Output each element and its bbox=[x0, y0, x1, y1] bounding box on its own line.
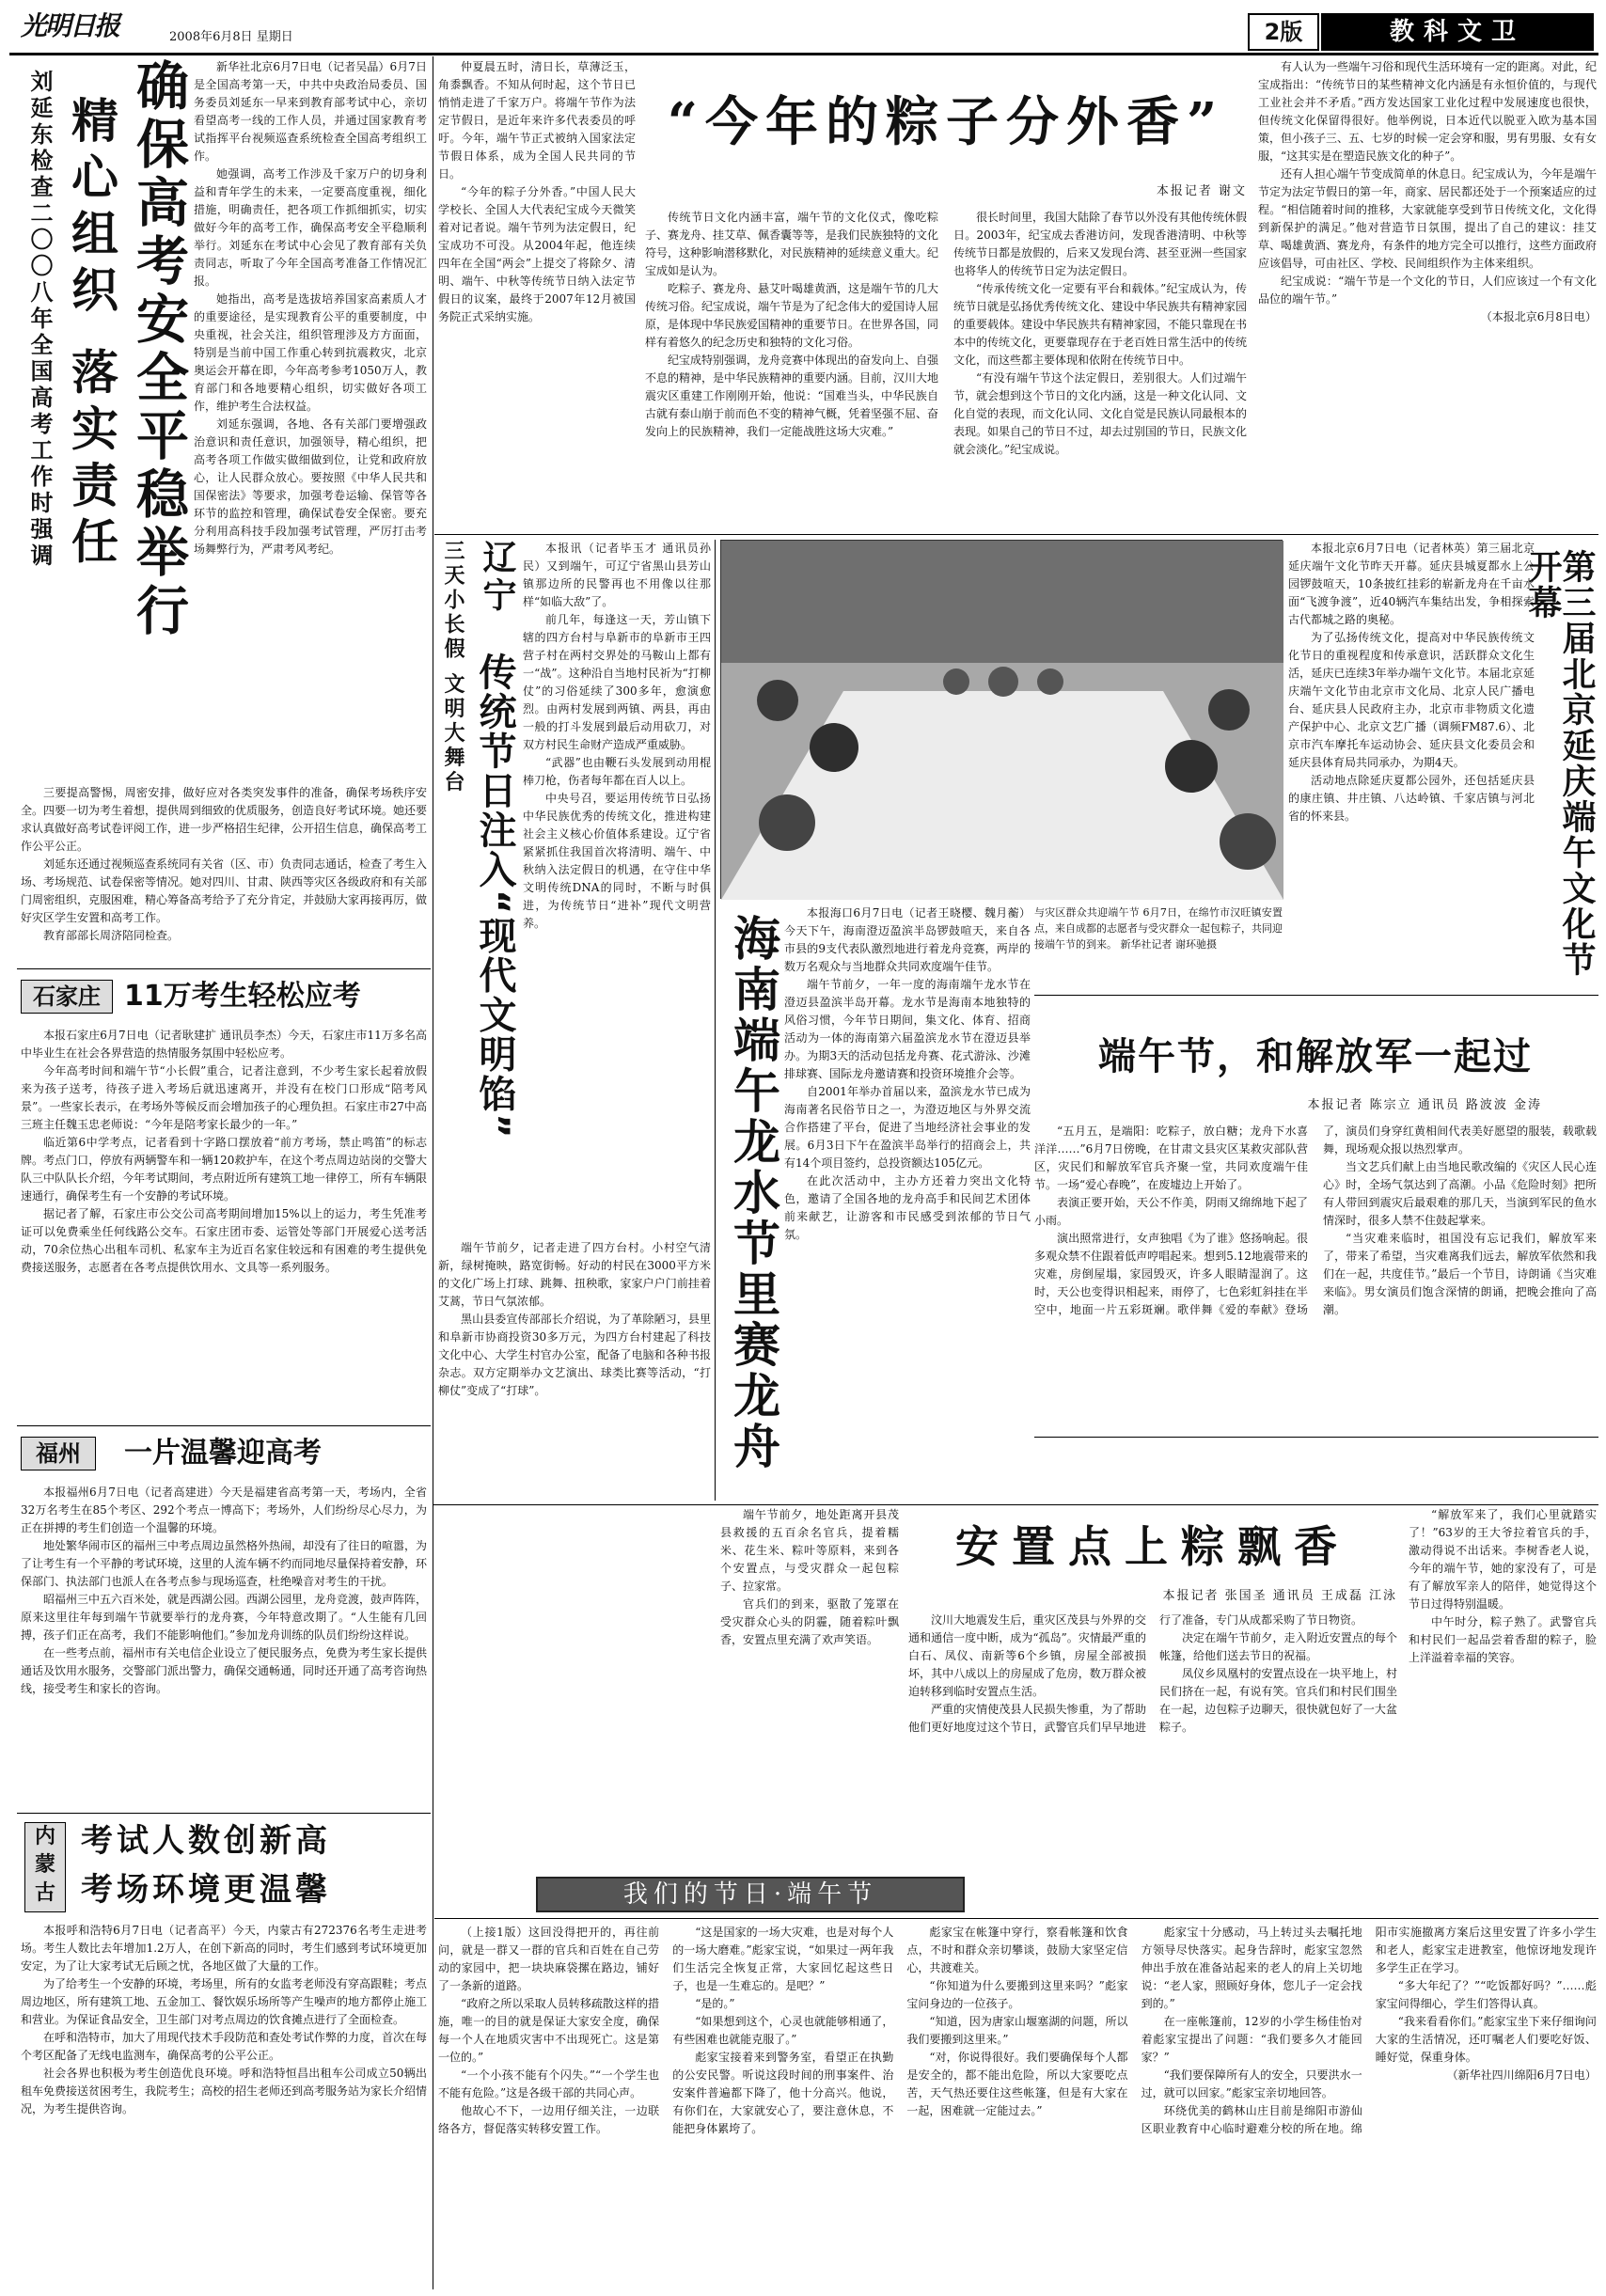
article-paragraph: 黑山县委宣传部部长介绍说，为了革除陋习，县里和阜新市协商投资30多万元，为四方台村建起了科技文化中心、大学生村官办公室，配备了电脑和各种书报杂志。双方定期举办文艺演出、球类比赛等活动，“打柳仗”变成了“打球”。 bbox=[438, 1313, 711, 1397]
article-paragraph: 汶川大地震发生后，重灾区茂县与外界的交通和通信一度中断，成为“孤岛”。灾情最严重的白石、凤仪、南新等6个乡镇，房屋全部被损坏，其中八成以上的房屋成了危房，数万群众被迫转移到临时安置点生活。 bbox=[908, 1613, 1146, 1698]
article-paragraph: “一个小孩不能有个闪失。”“一个学生也不能有危险。”这是各级干部的共同心声。 bbox=[438, 2068, 660, 2099]
article-paragraph: 为了给考生一个安静的环境，考场里，所有的女监考老师没有穿高跟鞋；考点周边地区，所有建筑工地、五金加工、餐饮娱乐场所等产生噪声的地方都停止施工和营业。为保证食品安全，卫生部门对考点周边的饮食摊点进行了全面检查。 bbox=[21, 1977, 428, 2026]
article-paragraph: 在一些考点前，福州市有关电信企业设立了便民服务点，免费为考生家长提供通话及饮用水服务，交警部门派出警力，确保交通畅通，同时还开通了高考咨询热线，接受考生和家长的咨询。 bbox=[21, 1646, 428, 1695]
pla-headline: 端午节，和解放军一起过 bbox=[1098, 1034, 1533, 1078]
article-paragraph: 在一座帐篷前，12岁的小学生杨佳怡对着彪家宝提出了问题：“我们要多久才能回家？” bbox=[1141, 2015, 1362, 2064]
article-paragraph: （上接1版）这回没得把开的，再往前问，就是一群又一群的官兵和百姓在自己劳动的家园中，把一块块麻袋摞在路边，铺好了一条新的道路。 bbox=[438, 1926, 660, 1992]
article-settlement bbox=[720, 1506, 1597, 1869]
hainan-headline: 海南端午龙水节里赛龙舟 bbox=[726, 914, 780, 1472]
article-paragraph: 端午节前夕，一年一度的海南端午龙水节在澄迈县盈滨半岛开幕。龙水节是海南本地独特的风俗习惯，今年节日期间，集文化、体育、招商活动为一体的海南第六届盈滨龙水节在澄迈县举办。为期3天的活动包括龙舟赛、花式游泳、沙滩排球赛、国际龙舟邀请赛和投资环境推介会等。 bbox=[784, 978, 1031, 1080]
article-paragraph: 中央号召，要运用传统节日弘扬中华民族优秀的传统文化，推进构建社会主义核心价值体系建设。辽宁省紧紧抓住我国首次将清明、端午、中秋纳入法定假日的机遇，在守住中华文明传统DNA的同时，不断与时俱进，为传统节日“进补”现代文明营养。 bbox=[523, 792, 711, 930]
lead-dateline: 新华社北京6月7日电（记者吴晶）6月7日是全国高考第一天，中共中央政治局委员、国务委员刘延东一早来到教育部考试中心，亲切看望高考一线的工作人员，并通过国家教育考试指挥平台视频巡查系统检查全国高考组织工作。 bbox=[194, 60, 427, 163]
article-paragraph: “你知道为什么要搬到这里来吗？”彪家宝问身边的一位孩子。 bbox=[906, 1979, 1128, 2010]
article-hainan bbox=[720, 904, 1031, 1501]
mid-page-rule bbox=[433, 1504, 1598, 1505]
article-paragraph: 本报海口6月7日电（记者王晓樱、魏月蘅）今天下午，海南澄迈盈滨半岛锣鼓喧天，来自各市县的9支代表队激烈地进行着龙舟竞赛，两岸的数万名观众与当地群众共同欢度端午佳节。 bbox=[784, 906, 1031, 973]
article-paragraph: 中午时分，粽子熟了。武警官兵和村民们一起品尝着香甜的粽子，脸上洋溢着幸福的笑容。 bbox=[1409, 1615, 1597, 1664]
article-sign: （新华社四川绵阳6月7日电） bbox=[1446, 2068, 1597, 2082]
article-paragraph: 仲夏晨五时，清日长，草薄泛玉，角黍飘香。不知从何时起，这个节日已悄悄走进了千家万户。将端午节作为法定节假日，是近年来许多代表委员的呼吁。今年，端午节正式被纳入国家法定节假日体系，成为全国人民共同的节日。 bbox=[438, 60, 636, 181]
newspaper-logo: 光明日报 bbox=[21, 10, 119, 41]
photo-illustration bbox=[721, 541, 1283, 900]
article-paragraph: 活动地点除延庆夏都公园外，还包括延庆县的康庄镇、井庄镇、八达岭镇、千家店镇与河北省的怀来县。 bbox=[1288, 774, 1535, 823]
article-paragraph: 今年高考时间和端午节“小长假”重合，记者注意到，不少考生家长起着放假来为孩子送考，待孩子进入考场后就迅速离开，并没有在校门口形成“陪考风景”。一些家长表示，在考场外等候反而会增加孩子的心理负担。石家庄市27中高三班主任魏玉忠老师说：“今年是陪考家长最少的一年。” bbox=[21, 1064, 427, 1131]
settlement-col-left bbox=[720, 1506, 899, 1788]
article-liaoning bbox=[438, 540, 711, 1501]
lead-headline-1: 确保高考安全平稳举行 bbox=[128, 58, 189, 641]
article-paragraph: 社会各界也积极为考生创造优良环境。呼和浩特恒昌出租车公司成立50辆出租车免费接送贫困考生，我院考生；高校的招生老师还到高考服务站为家长介绍情况，为考生提供咨询。 bbox=[21, 2067, 428, 2115]
article-continued bbox=[438, 1924, 1597, 2290]
article-paragraph: 彪家宝在帐篷中穿行，察看帐篷和饮食点，不时和群众亲切攀谈，鼓励大家坚定信心，共渡难关。 bbox=[906, 1926, 1128, 1974]
article-paragraph: “对，你说得很好。我们要确保每个人都是安全的，都不能出危险，所以大家要吃点苦，天气热还要住这些帐篷，但是有大家在一起，困难就一定能过去。” bbox=[906, 2051, 1128, 2117]
article-pla bbox=[1034, 1000, 1597, 1433]
article-paragraph: 决定在端午节前夕，走入附近安置点的每个帐篷，给他们送去节日的祝福。 bbox=[1159, 1631, 1397, 1662]
article-paragraph: 环绕优美的鹤林山庄目前是绵阳市游仙区职业教育中心临时避难分校的所在地。绵阳市实施撤离方案后这里安置了许多小学生和老人，彪家宝走进教室，他惊讶地发现许多学生正在学习。 bbox=[1141, 1926, 1597, 2135]
lead-subtitle: 刘延东检查二〇〇八年全国高考工作时强调 bbox=[26, 70, 53, 570]
fuzhou-body bbox=[21, 1484, 427, 1807]
city-tag: 石家庄 bbox=[21, 980, 113, 1014]
lead-text-wide bbox=[21, 784, 427, 999]
article-paragraph: 本报讯（记者毕玉才 通讯员孙民）又到端午，可辽宁省黑山县芳山镇那边所的民警再也不用像以往那样“如临大敌”了。 bbox=[523, 542, 711, 608]
zongzi-headline: “今年的粽子分外香” bbox=[667, 91, 1225, 153]
photo-caption-text: 与灾区群众共迎端午节 6月7日，在绵竹市汉旺镇安置点，来自成都的志愿者与受灾群众一起包粽子，共同迎接端午节的到来。 新华社记者 谢环驰摄 bbox=[1034, 906, 1283, 951]
article-lead bbox=[21, 58, 427, 999]
city-tag: 福州 bbox=[21, 1437, 96, 1470]
photo-caption bbox=[1034, 904, 1283, 989]
zongzi-col-left bbox=[438, 58, 636, 528]
settlement-byline: 本报记者 张国圣 通讯员 王成磊 江泳 bbox=[1162, 1589, 1397, 1603]
article-paragraph: 演出照常进行，女声独唱《为了谁》悠扬响起。很多观众禁不住跟着低声哼唱起来。想到5.12地震带来的灾难，房倒屋塌，家园毁灭，许多人眼睛湿润了。这时，天公也变得识相起来，雨停了，七色彩虹斜挂在半空中，地面一片五彩斑斓。歌伴舞《爱的奉献》登场了，演员们身穿红黄相间代表美好愿望的服装，载歌载舞，现场观众报以热烈掌声。 bbox=[1034, 1124, 1597, 1316]
article-paragraph: “我来看看你们。”彪家宝坐下来仔细询问大家的生活情况，还叮嘱老人们要吃好饭、睡好觉，保重身体。 bbox=[1375, 2015, 1597, 2064]
zongzi-col-mid bbox=[645, 209, 1247, 528]
settlement-col-right bbox=[1409, 1506, 1597, 1869]
article-paragraph: 彪家宝接着来到警务室，看望正在执勤的公安民警。听说这段时间的刑事案件、治安案件普遍都下降了，他十分高兴。他说，有你们在，大家就安心了，要注意休息，不能把身体累垮了。 bbox=[672, 2051, 894, 2135]
dragon-boat-festival-photo bbox=[720, 540, 1283, 899]
section-rule bbox=[17, 968, 431, 969]
article-paragraph: 端午节前夕，记者走进了四方台村。小村空气清新，绿树掩映，路宽街畅。好动的村民在3000平方米的文化广场上打球、跳舞、扭秧歌，家家户户门前挂着艾蒿，节日气氛浓郁。 bbox=[438, 1241, 711, 1308]
article-paragraph: 传统节日文化内涵丰富，端午节的文化仪式，像吃粽子、赛龙舟、挂艾草、佩香囊等等，是我们民族独特的文化符号，这种影响潜移默化，对民族精神的延续意义重大。纪宝成如是认为。 bbox=[645, 211, 939, 277]
article-paragraph: 表演正要开始，天公不作美，阴雨又绵绵地下起了小雨。 bbox=[1034, 1196, 1308, 1227]
article-paragraph: “政府之所以采取人员转移疏散这样的措施，唯一的目的就是保证大家安全度，确保每一个人在地质灾害中不出现死亡。这是第一位的。” bbox=[438, 1997, 660, 2064]
article-paragraph: “武器”也由鞭石头发展到动用棍棒刀枪，伤者每年都在百人以上。 bbox=[523, 756, 711, 787]
article-paragraph: 临近第6中学考点，记者看到十字路口摆放着“前方考场，禁止鸣笛”的标志牌。考点门口，停放有两辆警车和一辆120救护车，在这个考点周边站岗的交警大队三中队队长介绍，今年考试期间，考点附近所有建筑工地一律停工，所有车辆限速通行，确保考生有一个安静的考试环境。 bbox=[21, 1136, 428, 1203]
zongzi-col-right bbox=[1258, 58, 1597, 528]
article-shijiazhuang bbox=[21, 974, 427, 1421]
article-paragraph: 在此次活动中，主办方还着力突出文化特色，邀请了全国各地的龙舟高手和民间艺术团体前来献艺，让游客和市民感受到浓郁的节日气氛。 bbox=[784, 1174, 1031, 1241]
page-number: 2版 bbox=[1248, 13, 1319, 51]
lead-paragraph: 刘延东还通过视频巡查系统同有关省（区、市）负责同志通话，检查了考生入场、考场规范、试卷保密等情况。她对四川、甘肃、陕西等灾区各级政府和有关部门周密组织，克服困难，精心筹备高考给予了充分肯定，并鼓励大家再接再厉，做好灾区学生安置和高考工作。 bbox=[21, 857, 428, 924]
article-paragraph: “当灾难来临时，祖国没有忘记我们，解放军来了，带来了希望，当灾难离我们远去，解放军依然和我们在一起，共度佳节。”最后一个节目，诗朗诵《当灾难来临》。男女演员们饱含深情的朗诵，把晚会推向了高潮。 bbox=[1323, 1232, 1597, 1316]
article-paragraph: “如果想到这个，心灵也就能够相通了，有些困难也就能克服了。” bbox=[672, 2015, 894, 2046]
article-paragraph: 官兵们的到来，驱散了笼罩在受灾群众心头的阴霾，随着粽叶飘香，安置点里充满了欢声笑语。 bbox=[720, 1597, 899, 1646]
article-paragraph: “解放军来了，我们心里就踏实了！”63岁的王大爷拉着官兵的手，激动得说不出话来。李树香老人说，今年的端午节，她的家没有了，可是有了解放军亲人的陪伴，她觉得这个节日过得特别温暖。 bbox=[1409, 1508, 1597, 1611]
article-paragraph: 很长时间里，我国大陆除了春节以外没有其他传统休假日。2003年，纪宝成去香港访问，发现香港清明、中秋等传统节日都是放假的，后来又发现台湾、甚至亚洲一些国家也将华人的传统节日定为法定假日。 bbox=[953, 211, 1248, 277]
article-sign: （本报北京6月8日电） bbox=[1480, 310, 1597, 323]
section-rule bbox=[434, 534, 1598, 535]
region-tag-char: 古 bbox=[34, 1881, 55, 1905]
article-paragraph: “多大年纪了？”“吃饭都好吗？”……彪家宝问得细心，学生们答得认真。 bbox=[1375, 1979, 1597, 2010]
article-paragraph: 有人认为一些端午习俗和现代生活环境有一定的距离。对此，纪宝成指出：“传统节日的某些精神文化内涵是有永恒价值的，与现代工业社会并不矛盾。”西方发达国家工业化过程中发展速度也很快，但传统文化保留得很好。他举例说，日本近代以脱亚入欧为基本国策，但小孩子三、五、七岁的时候一定会穿和服，男有男服、女有女服，“这其实是在塑造民族文化的种子”。 bbox=[1258, 60, 1598, 163]
inner-mongolia-title-2: 考场环境更温馨 bbox=[81, 1871, 331, 1909]
article-paragraph: “今年的粽子分外香。”中国人民大学校长、全国人大代表纪宝成今天微笑着对记者说。端午节列为法定假日，纪宝成功不可没。从2004年起，他连续四年在全国“两会”上提交了将除夕、清明、端午、中秋等传统节日纳入法定节假日的议案，最终于2007年12月被国务院正式采纳实施。 bbox=[438, 185, 636, 323]
liaoning-body-narrow bbox=[523, 540, 711, 1235]
article-paragraph: “是的。” bbox=[695, 1997, 735, 2010]
liaoning-subtitle: 三天小长假 文明大舞台 bbox=[441, 540, 464, 795]
article-paragraph: 在呼和浩特市，加大了用现代技术手段防范和查处考试作弊的力度，首次在每个考区配备了无线电监测车，确保高考的公平公正。 bbox=[21, 2031, 428, 2062]
article-paragraph: 严重的灾情使茂县人民损失惨重，为了帮助他们更好地度过这个节日，武警官兵们早早地进行了准备，专门从成都采购了节日物资。 bbox=[908, 1613, 1363, 1734]
lead-paragraph: 她指出，高考是选拔培养国家高素质人才的重要途径，是实现教育公平的重要制度，中央重视，社会关注，组织管理涉及方方面面，特别是当前中国工作重心转到抗震救灾，北京奥运会开幕在即，今年高考参考1050万人，教育部门和各地要精心组织，切实做好各项工作，维护考生合法权益。 bbox=[194, 292, 427, 413]
article-paragraph: 凤仪乡凤凰村的安置点设在一块平地上，村民们挤在一起，有说有笑。官兵们和村民们围坐在一起，边包粽子边聊天，很快就包好了一大盆粽子。 bbox=[1159, 1667, 1397, 1734]
article-paragraph: “五月五，是端阳：吃粽子，放白糖；龙舟下水喜洋洋……”6月7日傍晚，在甘肃文县灾区某救灾部队营区，灾民们和解放军官兵齐聚一堂，共同欢度端午佳节。一场“爱心春晚”，在废墟边上开始了。 bbox=[1034, 1124, 1308, 1191]
lead-paragraph: 三要提高警惕，周密安排，做好应对各类突发事件的准备，确保考场秩序安全。四要一切为考生着想，提供周到细致的优质服务，创造良好考试环境。她还要求认真做好高考试卷评阅工作，进一步严格招生纪律，公开招生信息，确保高考工作公平公正。 bbox=[21, 786, 428, 853]
article-paragraph: “我们要保障所有人的安全，只要洪水一过，就可以回家。”彪家宝亲切地回答。 bbox=[1141, 2068, 1362, 2099]
article-paragraph: 昭福州三中五六百米处，就是西湖公园。西湖公园里，龙舟竞渡，鼓声阵阵，原来这里往年每到端午节就要举行的龙舟赛，今年特意改期了。“人生能有几回搏，孩子们正在高考，我们不能影响他们。”参加龙舟训练的队员们纷纷这样说。 bbox=[21, 1593, 428, 1642]
inner-mongolia-tag bbox=[24, 1822, 66, 1912]
inner-mongolia-body bbox=[21, 1922, 427, 2288]
lead-paragraph: 教育部部长周济陪同检查。 bbox=[43, 929, 180, 942]
article-paragraph: 他故心不下，一边用仔细关注，一边联络各方，督促落实转移安置工作。 bbox=[438, 2104, 660, 2135]
fuzhou-title: 一片温馨迎高考 bbox=[124, 1437, 322, 1470]
liaoning-body-wide bbox=[438, 1239, 711, 1501]
zongzi-byline: 本报记者 谢文 bbox=[1156, 184, 1247, 198]
region-tag-char: 蒙 bbox=[34, 1853, 55, 1877]
article-paragraph: 地处繁华闹市区的福州三中考点周边虽然格外热闹，却没有了往日的喧嚣，为了让考生有一个平静的考试环境，这里的人流车辆不约而同地尽量保持着安静，环保部门、执法部门也派人在各考点参与现场巡查，杜绝噪音对考生的干扰。 bbox=[21, 1539, 428, 1588]
article-paragraph: “知道，因为唐家山堰塞湖的问题，所以我们要搬到这里来。” bbox=[906, 2015, 1128, 2046]
liaoning-headline: 传统节日注入“现代文明馅” bbox=[473, 653, 516, 1140]
article-paragraph: 还有人担心端午节变成简单的休息日。纪宝成认为，今年是端午节定为法定节假日的第一年，商家、居民都还处于一个预案适应的过程。“相信随着时间的推移，大家就能享受到节日传统文化，文化得到新保护的满足。”他对营造节日氛围，提出了自己的建议：挂艾草、喝雄黄酒、赛龙舟，有条件的地方完全可以推行，这些方面政府应该倡导，可由社区、学校、民间组织作为主体来组织。 bbox=[1258, 167, 1598, 270]
section-rule bbox=[434, 1918, 1598, 1919]
lead-headline-2: 精心组织 落实责任 bbox=[64, 96, 118, 574]
article-paragraph: 当文艺兵们献上由当地民歌改编的《灾区人民心连心》时，全场气氛达到了高潮。小品《危险时刻》把所有人带回到震灾后最艰难的那几天，当演到军民的鱼水情深时，很多人禁不住鼓起掌来。 bbox=[1323, 1160, 1597, 1227]
article-paragraph: 纪宝成特别强调，龙舟竞赛中体现出的奋发向上、自强不息的精神，是中华民族精神的重要内涵。目前，汉川大地震灾区重建工作刚刚开始，他说：“国难当头，中华民族自古就有泰山崩于前而色不变的精神气概，凭着坚强不屈、奋发向上的民族精神，我们一定能战胜这场大灾难。” bbox=[645, 354, 939, 438]
article-yanqing bbox=[1288, 540, 1597, 991]
article-zongzi bbox=[438, 58, 1597, 528]
article-inner-mongolia bbox=[21, 1818, 427, 2288]
shijiazhuang-body bbox=[21, 1027, 427, 1421]
lead-paragraph: 刘延东强调，各地、各有关部门要增强政治意识和责任意识，加强领导，精心组织，把高考各项工作做实做细做到位，让党和政府放心，让人民群众放心。要按照《中华人民共和国保密法》等要求，加强考卷运输、保管等各环节的监控和管理，确保试卷安全保密。要充分利用高科技手段加强考试管理，严厉打击考场舞弊行为，严肃考风考纪。 bbox=[194, 417, 427, 556]
yanqing-headline: 第三届北京延庆端午文化节开幕 bbox=[1523, 549, 1596, 978]
article-paragraph: 本报北京6月7日电（记者林英）第三届北京延庆端午文化节昨天开幕。延庆县城夏都水上公园锣鼓喧天，10条披红挂彩的崭新龙舟在千亩水面“飞渡争渡”，近40辆汽车集结出发，争相探索古代都城之路的奥秘。 bbox=[1288, 542, 1535, 626]
shijiazhuang-title: 11万考生轻松应考 bbox=[124, 980, 361, 1013]
yanqing-body bbox=[1288, 540, 1535, 991]
shijiazhuang-headline bbox=[21, 974, 427, 1021]
section-rule bbox=[1034, 995, 1598, 996]
liaoning-tag: 辽宁 bbox=[478, 540, 516, 615]
article-paragraph: 纪宝成说：“端午节是一个文化的节日，人们应该过一个有文化品位的端午节。” bbox=[1258, 275, 1597, 306]
article-paragraph: 本报福州6月7日电（记者高建进）今天是福建省高考第一天，考场内，全省32万名考生在85个考区、292个考点一博高下；考场外，人们纷纷尽心尽力，为正在拼搏的考生们创造一个温馨的环境。 bbox=[21, 1486, 427, 1534]
article-paragraph: 为了弘扬传统文化，提高对中华民族传统文化节日的重视程度和传承意识，活跃群众文化生活，延庆已连续3年举办端午文化节。本届北京延庆端午文化节由北京市文化局、北京人民广播电台、延庆县人民政府主办，北京市非物质文化遗产保护中心、北京文艺广播（调频FM87.6）、北京市汽车摩托车运动协会、延庆县文化委员会和延庆县体育局共同承办，为期4天。 bbox=[1288, 631, 1535, 769]
article-paragraph: 自2001年举办首届以来，盈滨龙水节已成为海南著名民俗节日之一，为澄迈地区与外界交流合作搭建了平台，促进了当地经济社会事业的发展。6月3日下午在盈滨半岛举行的招商会上，共有14个项目签约，总投资额达105亿元。 bbox=[784, 1085, 1031, 1170]
masthead-rule bbox=[9, 53, 1598, 55]
region-tag-char: 内 bbox=[34, 1825, 55, 1848]
article-paragraph: 端午节前夕，地处距离开县茂县救援的五百余名官兵，提着糯米、花生米、粽叶等原料，来到各个安置点，与受灾群众一起包粽子、拉家常。 bbox=[720, 1508, 899, 1593]
festival-banner bbox=[536, 1877, 965, 1912]
issue-date: 2008年6月8日 星期日 bbox=[169, 30, 293, 44]
article-paragraph: 本报石家庄6月7日电（记者耿建扩 通讯员李杰）今天，石家庄市11万多名高中毕业生在社会各界营造的热情服务氛围中轻松应考。 bbox=[21, 1029, 427, 1060]
section-name: 教科文卫 bbox=[1321, 13, 1594, 51]
article-fuzhou bbox=[21, 1431, 427, 1807]
hainan-body bbox=[784, 904, 1031, 1501]
section-rule bbox=[17, 1425, 431, 1426]
lead-paragraph: 她强调，高考工作涉及千家万户的切身利益和青年学生的未来，一定要高度重视，细化措施，明确责任，把各项工作抓细抓实，切实做好今年的高考工作，确保高考安全平稳顺利举行。刘延东在考试中心会见了教育部有关负责同志，听取了今年全国高考准备工作情况汇报。 bbox=[194, 167, 427, 288]
section-rule bbox=[1034, 1437, 1598, 1438]
article-paragraph: “有没有端午节这个法定假日，差别很大。人们过端午节，就会想到这个节日的文化内涵，这是一种文化认同、文化自觉的表现，而文化认同、文化自觉是民族认同最根本的表现。如果自己的节日不过，却去过别国的节日，民族文化就会淡化。”纪宝成说。 bbox=[953, 371, 1248, 456]
festival-banner-text: 我们的节日·端午节 bbox=[622, 1880, 878, 1909]
settlement-col-mid bbox=[908, 1612, 1397, 1869]
settlement-headline: 安置点上粽飘香 bbox=[955, 1521, 1350, 1572]
article-paragraph: “传承传统文化一定要有平台和载体。”纪宝成认为，传统节日就是弘扬优秀传统文化、建设中华民族共有精神家园的重要载体。建设中华民族共有精神家园，不能只靠现在书本中的传统文化，更要靠现存在于老百姓日常生活中的传统文化，而这些都主要体现和依附在传统节日中。 bbox=[953, 282, 1248, 367]
pla-byline: 本报记者 陈宗立 通讯员 路波波 金涛 bbox=[1307, 1098, 1542, 1112]
section-rule bbox=[17, 1813, 431, 1814]
article-paragraph: 彪家宝十分感动，马上转过头去嘱托地方领导尽快落实。起身告辞时，彪家宝忽然伸出手放在准备站起来的老人的肩上关切地说：“老人家，照顾好身体，您儿子一定会找到的。” bbox=[1141, 1926, 1362, 2010]
lead-text-narrow bbox=[194, 58, 427, 782]
fuzhou-headline bbox=[21, 1431, 427, 1478]
article-paragraph: 据记者了解，石家庄市公交公司高考期间增加15%以上的运力，考生凭准考证可以免费乘坐任何线路公交车。石家庄团市委、运管处等部门开展爱心送考活动，70余位热心出租车司机、私家车主为近百名家住较远和有困难的考生提供免费接送服务，志愿者在各考点提供饮用水、文具等一系列服务。 bbox=[21, 1207, 427, 1274]
column-divider bbox=[715, 540, 716, 1501]
inner-mongolia-title-1: 考试人数创新高 bbox=[81, 1822, 331, 1860]
article-paragraph: 前几年，每逢这一天，芳山镇下辖的四方台村与阜新市的阜新市王四营子村在两村交界处的马鞍山上都有一“战”。这种沿自当地村民祈为“打柳仗”的习俗延续了300多年，愈演愈烈。由两村发展到两镇、两县，再由一般的打斗发展到最后动用砍刀，对双方村民生命财产造成严重威胁。 bbox=[523, 613, 711, 751]
masthead bbox=[0, 0, 1606, 55]
article-paragraph: 本报呼和浩特6月7日电（记者高平）今天，内蒙古有272376名考生走进考场。考生人数比去年增加1.2万人，在创下新高的同时，考生们感到考试环境更加安定，为了让大家考试无后顾之忧，各地区做了大量的工作。 bbox=[21, 1924, 427, 1973]
article-paragraph: 吃粽子、赛龙舟、悬艾叶喝雄黄酒，这是端午节的几大传统习俗。纪宝成说，端午节是为了纪念伟大的爱国诗人屈原，是体现中华民族爱国精神的重要节日。在世界各国，同样有着悠久的纪念历史和独特的文化习俗。 bbox=[645, 282, 939, 349]
article-paragraph: “这是国家的一场大灾难，也是对每个人的一场大磨难。”彪家宝说，“如果过一两年我们生活完全恢复正常，大家回忆起这些日子，也是一生难忘的。是吧？” bbox=[672, 1926, 894, 1992]
pla-body bbox=[1034, 1123, 1597, 1433]
